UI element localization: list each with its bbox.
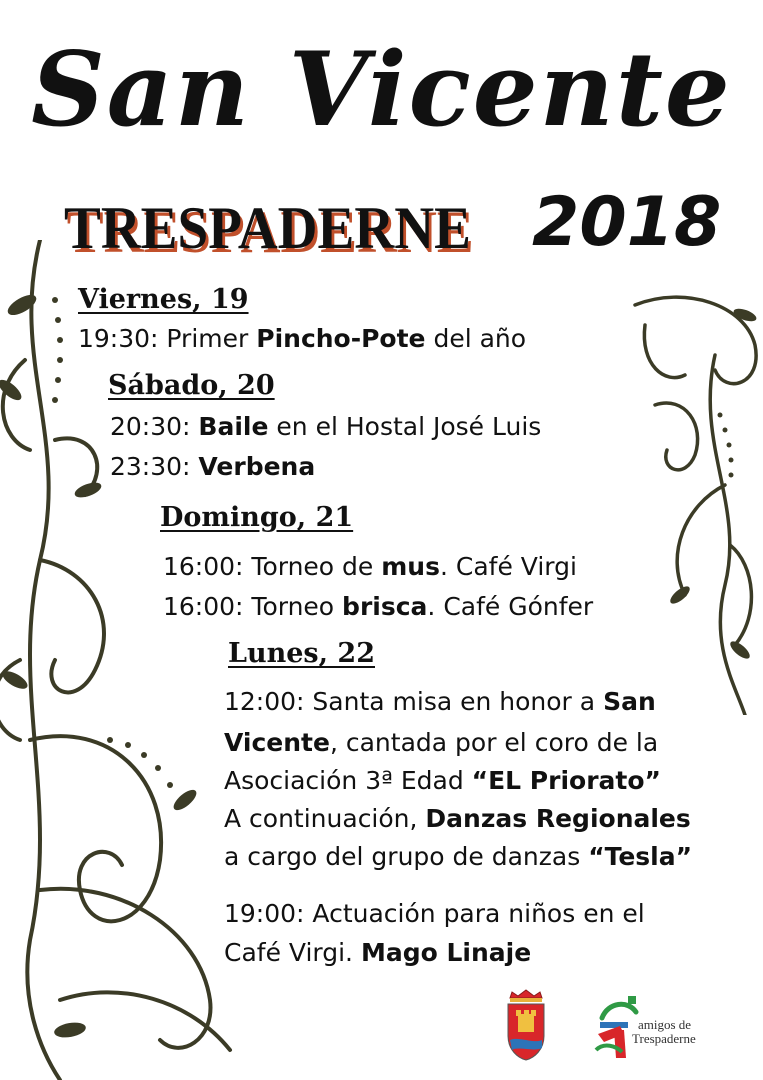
amigos-de-trespaderne-logo [594,990,724,1062]
day-heading-sabado: Sábado, 20 [108,370,275,401]
right-floral-ornament [625,285,763,715]
left-floral-ornament [0,240,260,1080]
event-domingo-2: 16:00: Torneo brisca. Café Gónfer [163,592,594,621]
day-heading-viernes: Viernes, 19 [78,284,249,315]
event-lunes-mass-line5: a cargo del grupo de danzas “Tesla” [224,842,693,871]
town-coat-of-arms-logo [504,988,548,1062]
event-sabado-2: 23:30: Verbena [110,452,316,481]
town-name: TRESPADERNE [64,195,471,261]
event-lunes-kids-line1: 19:00: Actuación para niños en el [224,899,645,928]
event-year: 2018 [532,183,722,262]
day-heading-lunes: Lunes, 22 [228,638,375,669]
event-domingo-1: 16:00: Torneo de mus. Café Virgi [163,552,577,581]
event-lunes-mass-line2: Vicente, cantada por el coro de la [224,728,659,757]
event-viernes-1: 19:30: Primer Pincho-Pote del año [78,324,527,353]
association-name-line2: Trespaderne [632,1031,696,1046]
event-lunes-mass-line3: Asociación 3ª Edad “EL Priorato” [224,766,661,795]
association-name-line1: amigos de [638,1017,692,1032]
association-emblem-icon [594,990,644,1062]
event-lunes-mass-line1: 12:00: Santa misa en honor a San [224,687,656,716]
event-sabado-1: 20:30: Baile en el Hostal José Luis [110,412,542,441]
event-lunes-kids-line2: Café Virgi. Mago Linaje [224,938,532,967]
day-heading-domingo: Domingo, 21 [160,502,354,533]
event-lunes-mass-line4: A continuación, Danzas Regionales [224,804,691,833]
poster-title: San Vicente [31,30,732,150]
